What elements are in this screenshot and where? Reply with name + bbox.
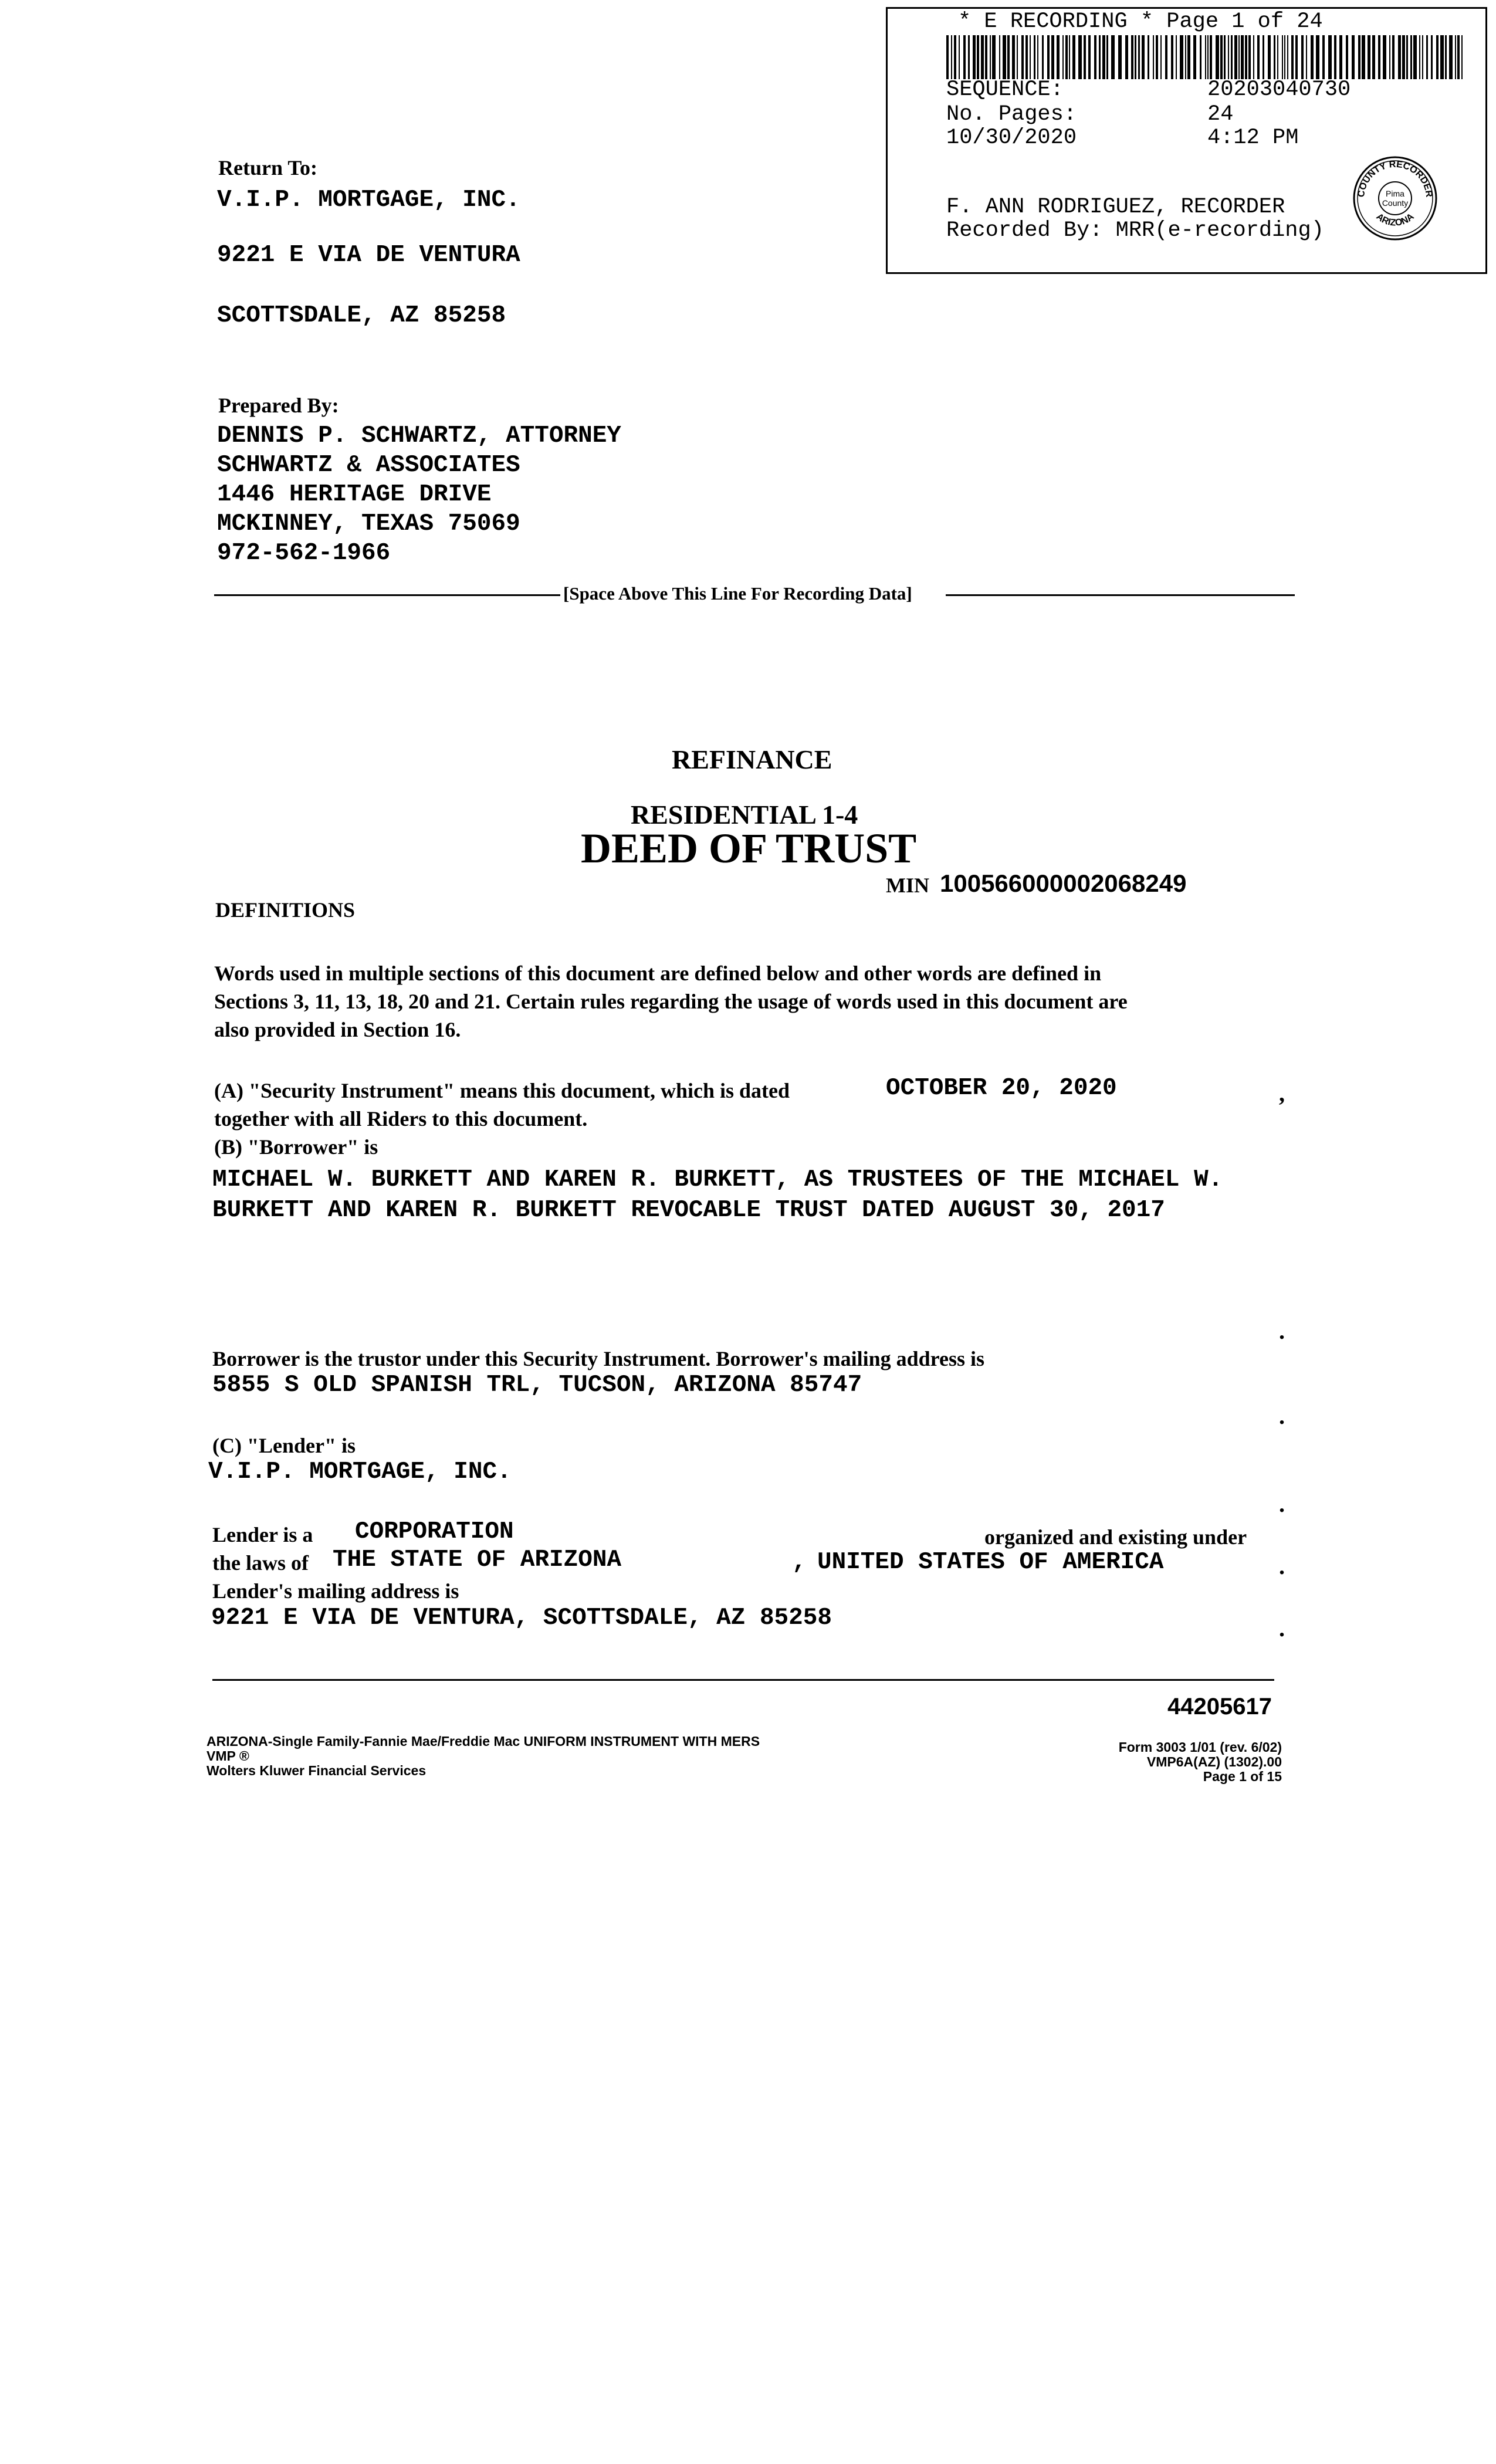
footer-vmp: VMP ® <box>207 1748 249 1764</box>
footer-publisher: Wolters Kluwer Financial Services <box>207 1763 427 1778</box>
stamp-sequence-label: SEQUENCE: <box>946 77 1064 102</box>
document-title: DEED OF TRUST <box>581 825 917 872</box>
mailing-label: Lender's mailing address is <box>212 1579 459 1603</box>
stamp-recorded-by: Recorded By: MRR(e-recording) <box>946 218 1324 243</box>
recording-rule-left <box>214 594 560 596</box>
seal-center-text-1: Pima <box>1386 189 1404 198</box>
prepared-by-label: Prepared By: <box>218 394 339 417</box>
footer-form-title: ARIZONA-Single Family-Fannie Mae/Freddie Mac UNIFORM INSTRUMENT WITH MERS <box>207 1734 760 1749</box>
def-a-text: (A) "Security Instrument" means this document, which is dated <box>214 1079 790 1102</box>
footer-rule <box>212 1679 1274 1681</box>
stamp-sequence-value: 20203040730 <box>1207 77 1351 102</box>
footer-form-number: Form 3003 1/01 (rev. 6/02) <box>1118 1739 1282 1755</box>
def-b-trustor: Borrower is the trustor under this Security Instrument. Borrower's mailing address is <box>212 1347 984 1370</box>
loan-number: 44205617 <box>1167 1694 1272 1720</box>
stamp-date: 10/30/2020 <box>946 126 1077 150</box>
return-to-line-2: 9221 E VIA DE VENTURA <box>217 242 520 269</box>
country-dot: . <box>1279 1553 1285 1579</box>
lender-type: CORPORATION <box>355 1518 514 1545</box>
def-a-continued: together with all Riders to this document. <box>214 1107 588 1131</box>
definitions-heading: DEFINITIONS <box>215 898 356 922</box>
residential-heading: RESIDENTIAL 1-4 <box>631 800 858 830</box>
lender-is-label: Lender is a <box>212 1523 313 1546</box>
prepared-by-line-2: SCHWARTZ & ASSOCIATES <box>217 452 520 479</box>
stamp-header: * E RECORDING * Page 1 of 24 <box>958 9 1323 34</box>
seal-bottom-text: ARIZONA <box>1374 211 1416 228</box>
stamp-pages-label: No. Pages: <box>946 102 1077 127</box>
return-to-line-1: V.I.P. MORTGAGE, INC. <box>217 187 520 214</box>
seal-top-text: COUNTY RECORDER <box>1356 159 1434 198</box>
stamp-time: 4:12 PM <box>1207 126 1299 150</box>
def-b-borrower-line-1: MICHAEL W. BURKETT AND KAREN R. BURKETT, AS TRUSTEES OF THE MICHAEL W. <box>212 1166 1223 1193</box>
prepared-by-line-4: MCKINNEY, TEXAS 75069 <box>217 510 520 537</box>
barcode-image <box>946 35 1463 79</box>
def-c-name-dot: . <box>1279 1491 1285 1517</box>
def-b-address-dot: . <box>1279 1403 1285 1429</box>
prepared-by-line-3: 1446 HERITAGE DRIVE <box>217 481 492 508</box>
county-seal-icon <box>1351 154 1439 242</box>
stamp-recorder: F. ANN RODRIGUEZ, RECORDER <box>946 195 1285 219</box>
def-b-text: (B) "Borrower" is <box>214 1135 378 1159</box>
def-b-dot: . <box>1279 1318 1285 1344</box>
def-c-text: (C) "Lender" is <box>212 1434 356 1457</box>
organized-text: organized and existing under <box>984 1525 1247 1549</box>
def-a-date: OCTOBER 20, 2020 <box>886 1075 1117 1102</box>
min-label: MIN <box>886 874 929 897</box>
prepared-by-line-1: DENNIS P. SCHWARTZ, ATTORNEY <box>217 422 621 449</box>
def-a-comma: , <box>1279 1080 1285 1106</box>
prepared-by-line-5: 972-562-1966 <box>217 540 391 567</box>
lender-state: THE STATE OF ARIZONA <box>333 1546 622 1573</box>
definitions-intro-1: Words used in multiple sections of this document are defined below and other words are defined in <box>214 962 1102 985</box>
footer-page-number: Page 1 of 15 <box>1203 1769 1282 1784</box>
lender-country: UNITED STATES OF AMERICA <box>817 1549 1164 1576</box>
laws-of-label: the laws of <box>212 1551 309 1575</box>
refinance-heading: REFINANCE <box>672 744 832 774</box>
def-b-borrower-line-2: BURKETT AND KAREN R. BURKETT REVOCABLE TRUST DATED AUGUST 30, 2017 <box>212 1197 1165 1224</box>
recording-stamp <box>886 7 1487 274</box>
stamp-pages-value: 24 <box>1207 102 1234 127</box>
seal-center-text-2: County <box>1382 198 1409 208</box>
laws-comma: , <box>792 1549 807 1576</box>
min-value: 100566000002068249 <box>940 869 1187 897</box>
recording-space-note: [Space Above This Line For Recording Data] <box>563 583 912 604</box>
def-b-address: 5855 S OLD SPANISH TRL, TUCSON, ARIZONA 85747 <box>212 1372 862 1399</box>
footer-vmp-code: VMP6A(AZ) (1302).00 <box>1146 1754 1282 1769</box>
def-c-lender-name: V.I.P. MORTGAGE, INC. <box>208 1458 512 1485</box>
return-to-label: Return To: <box>218 156 318 180</box>
definitions-intro-3: also provided in Section 16. <box>214 1018 461 1041</box>
lender-address-dot: . <box>1279 1615 1285 1641</box>
return-to-line-3: SCOTTSDALE, AZ 85258 <box>217 302 506 329</box>
definitions-intro-2: Sections 3, 11, 13, 18, 20 and 21. Certain rules regarding the usage of words used in this document are <box>214 990 1128 1013</box>
recording-rule-right <box>946 594 1295 596</box>
lender-address: 9221 E VIA DE VENTURA, SCOTTSDALE, AZ 85258 <box>211 1605 832 1632</box>
